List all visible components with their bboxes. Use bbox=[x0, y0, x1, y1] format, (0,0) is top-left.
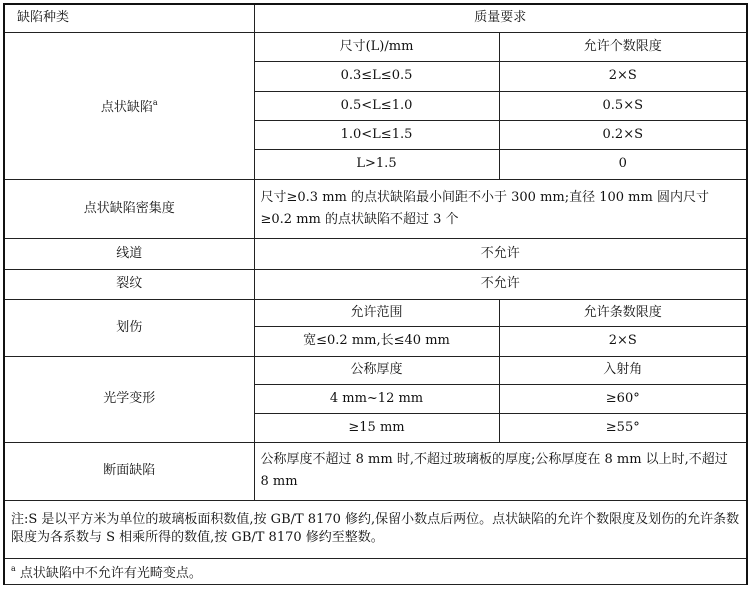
size-range: 0.3≤L≤0.5 bbox=[254, 61, 499, 91]
scratch-label: 划伤 bbox=[4, 299, 254, 356]
footnote-mark: a bbox=[152, 98, 158, 107]
footnote-text: 点状缺陷中不允许有光畸变点。 bbox=[19, 565, 202, 581]
crack-row bbox=[4, 269, 747, 299]
line-label: 线道 bbox=[4, 238, 254, 269]
quality-requirements-table bbox=[3, 3, 748, 585]
point-defect-label bbox=[4, 32, 254, 179]
scratch-limit: 2×S bbox=[499, 326, 747, 356]
scratch-range-header: 允许范围 bbox=[254, 299, 499, 326]
density-label: 点状缺陷密集度 bbox=[4, 179, 254, 238]
crack-label: 裂纹 bbox=[4, 269, 254, 299]
incidence-angle-value: ≥60° bbox=[499, 384, 747, 413]
incidence-angle-value: ≥55° bbox=[499, 413, 747, 442]
table-header-row bbox=[4, 4, 747, 32]
count-limit-header: 允许个数限度 bbox=[499, 32, 747, 61]
thickness-value: 4 mm~12 mm bbox=[254, 384, 499, 413]
thickness-header: 公称厚度 bbox=[254, 356, 499, 384]
size-range: 1.0<L≤1.5 bbox=[254, 120, 499, 149]
scratch-limit-header: 允许条数限度 bbox=[499, 299, 747, 326]
size-range: L>1.5 bbox=[254, 149, 499, 179]
footnote-marker: a bbox=[11, 563, 16, 573]
size-header: 尺寸(L)/mm bbox=[254, 32, 499, 61]
note-row bbox=[4, 500, 747, 558]
count-limit: 0.5×S bbox=[499, 91, 747, 120]
density-requirement: 尺寸≥0.3 mm 的点状缺陷最小间距不小于 300 mm;直径 100 mm 圆内尺寸≥0.2 mm 的点状缺陷不超过 3 个 bbox=[254, 179, 747, 238]
point-defect-label-text: 点状缺陷 bbox=[100, 100, 153, 115]
edge-defect-requirement: 公称厚度不超过 8 mm 时,不超过玻璃板的厚度;公称厚度在 8 mm 以上时,不超过 8 mm bbox=[254, 442, 747, 500]
header-quality-requirement: 质量要求 bbox=[254, 4, 747, 32]
edge-defect-row bbox=[4, 442, 747, 500]
optical-subheader-row bbox=[4, 356, 747, 384]
table-note: 注:S 是以平方米为单位的玻璃板面积数值,按 GB/T 8170 修约,保留小数点后两位。点状缺陷的允许个数限度及划伤的允许条数限度为各系数与 S 相乘所得的数值,按 GB/T 8170 修约至整数。 bbox=[4, 500, 747, 558]
count-limit: 2×S bbox=[499, 61, 747, 91]
table-footnote bbox=[4, 558, 747, 584]
scratch-range: 宽≤0.2 mm,长≤40 mm bbox=[254, 326, 499, 356]
edge-defect-label: 断面缺陷 bbox=[4, 442, 254, 500]
footnote-row bbox=[4, 558, 747, 584]
header-defect-type: 缺陷种类 bbox=[4, 4, 254, 32]
thickness-value: ≥15 mm bbox=[254, 413, 499, 442]
count-limit: 0.2×S bbox=[499, 120, 747, 149]
line-row bbox=[4, 238, 747, 269]
line-requirement: 不允许 bbox=[254, 238, 747, 269]
scratch-subheader-row bbox=[4, 299, 747, 326]
crack-requirement: 不允许 bbox=[254, 269, 747, 299]
optical-label: 光学变形 bbox=[4, 356, 254, 442]
density-row bbox=[4, 179, 747, 238]
point-defect-subheader-row bbox=[4, 32, 747, 61]
count-limit: 0 bbox=[499, 149, 747, 179]
incidence-angle-header: 入射角 bbox=[499, 356, 747, 384]
size-range: 0.5<L≤1.0 bbox=[254, 91, 499, 120]
